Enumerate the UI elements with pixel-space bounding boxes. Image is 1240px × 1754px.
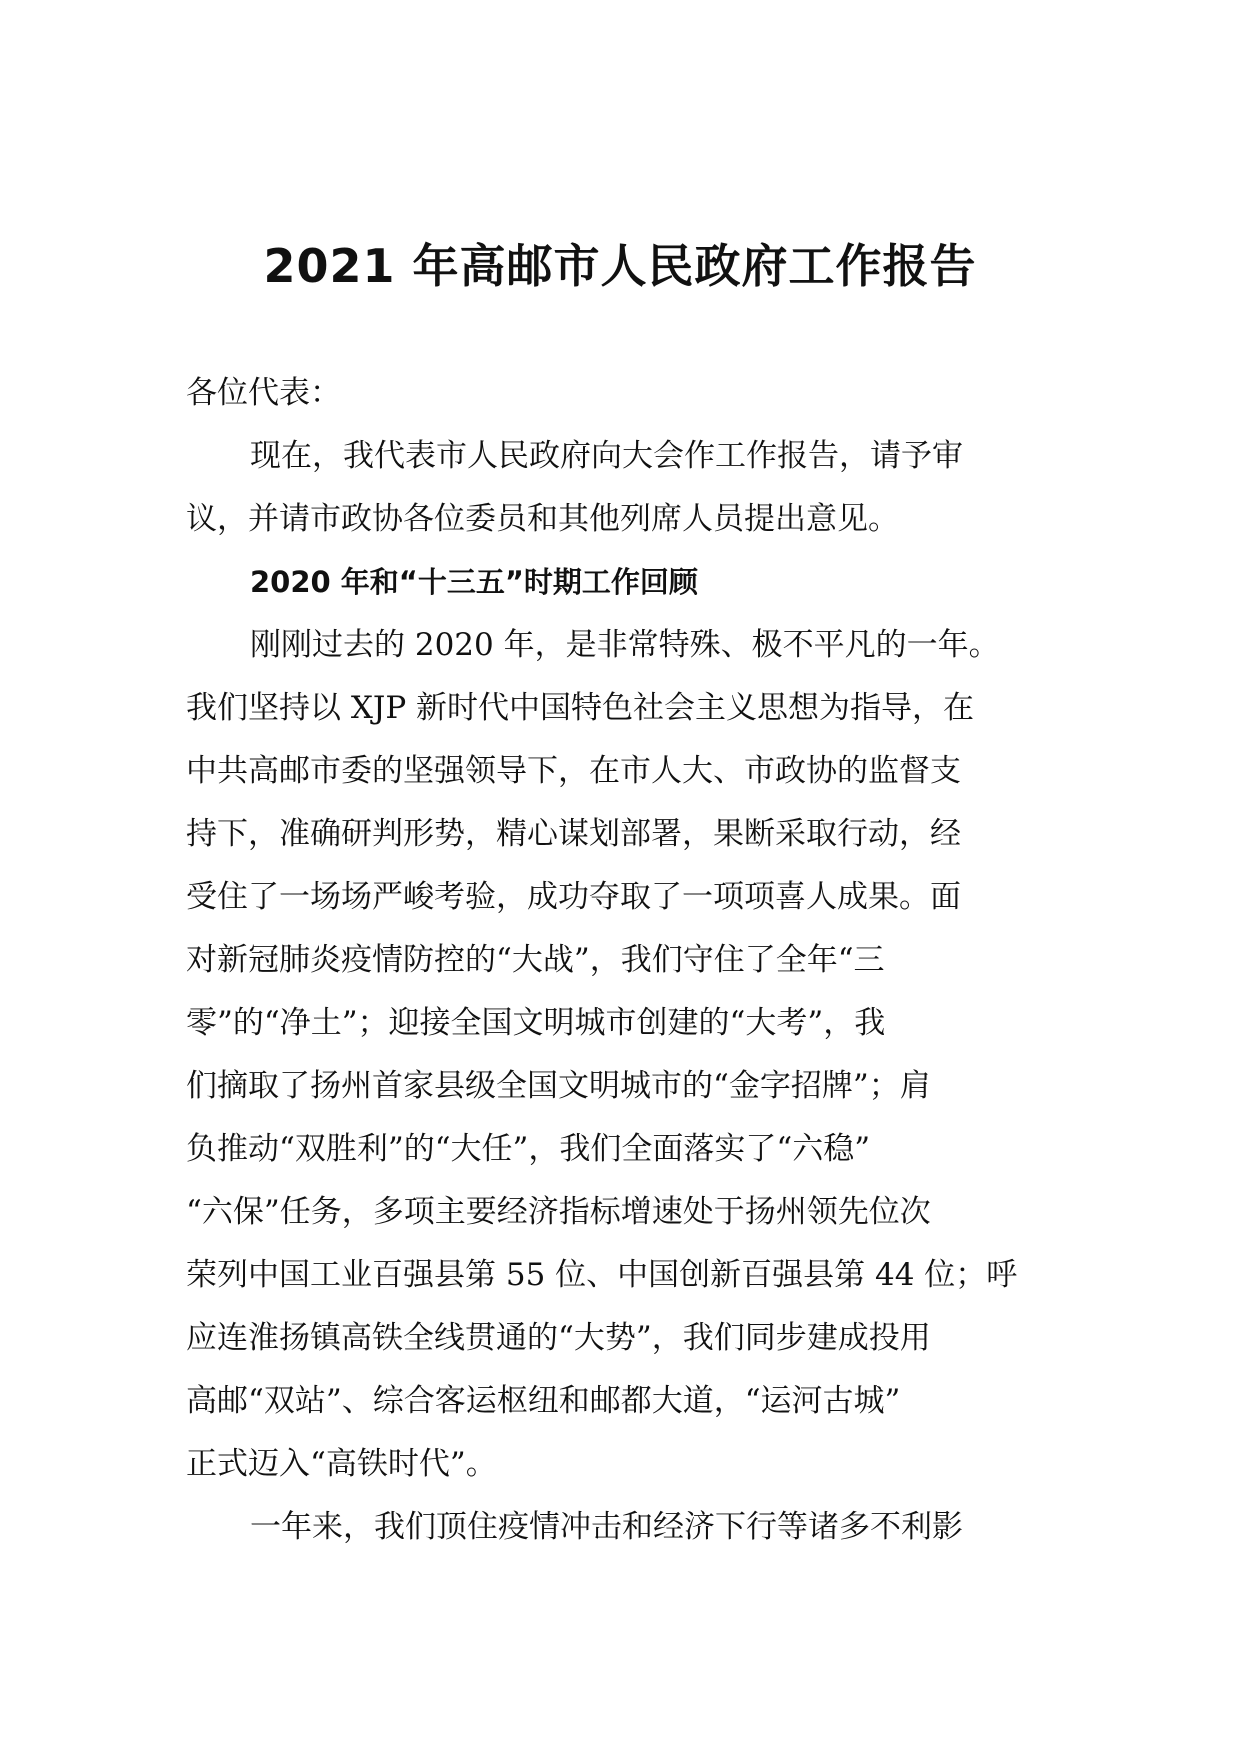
paragraph1-line-8: 们摘取了扬州首家县级全国文明城市的“金字招牌”；肩 xyxy=(186,1068,931,1104)
paragraph1-line-14: 正式迈入“高铁时代”。 xyxy=(186,1446,497,1482)
paragraph1-line-13: 高邮“双站”、综合客运枢纽和邮都大道，“运河古城” xyxy=(186,1383,901,1419)
paragraph1-line-10: “六保”任务，多项主要经济指标增速处于扬州领先位次 xyxy=(186,1194,931,1230)
paragraph1-line-4: 持下，准确研判形势，精心谋划部署，果断采取行动，经 xyxy=(186,816,961,852)
paragraph1-line-11: 荣列中国工业百强县第 55 位、中国创新百强县第 44 位；呼 xyxy=(186,1257,1018,1293)
paragraph1-line-6: 对新冠肺炎疫情防控的“大战”，我们守住了全年“三 xyxy=(186,942,885,978)
paragraph1-line-5: 受住了一场场严峻考验，成功夺取了一项项喜人成果。面 xyxy=(186,879,961,915)
paragraph1-line-1: 刚刚过去的 2020 年，是非常特殊、极不平凡的一年。 xyxy=(250,627,1000,663)
paragraph2-line-1: 一年来，我们顶住疫情冲击和经济下行等诸多不利影 xyxy=(250,1509,963,1545)
paragraph1-line-7: 零”的“净土”；迎接全国文明城市创建的“大考”，我 xyxy=(186,1005,886,1041)
document-title: 2021 年高邮市人民政府工作报告 xyxy=(263,239,977,293)
paragraph1-line-3: 中共高邮市委的坚强领导下，在市人大、市政协的监督支 xyxy=(186,753,961,789)
section-heading: 2020 年和“十三五”时期工作回顾 xyxy=(250,565,698,599)
paragraph1-line-9: 负推动“双胜利”的“大任”，我们全面落实了“六稳” xyxy=(186,1131,871,1167)
paragraph1-line-12: 应连淮扬镇高铁全线贯通的“大势”，我们同步建成投用 xyxy=(186,1320,931,1356)
paragraph1-line-2: 我们坚持以 XJP 新时代中国特色社会主义思想为指导，在 xyxy=(186,690,975,726)
intro-line-1: 现在，我代表市人民政府向大会作工作报告，请予审 xyxy=(250,438,963,474)
salutation: 各位代表： xyxy=(186,375,341,411)
intro-line-2: 议，并请市政协各位委员和其他列席人员提出意见。 xyxy=(186,501,899,537)
